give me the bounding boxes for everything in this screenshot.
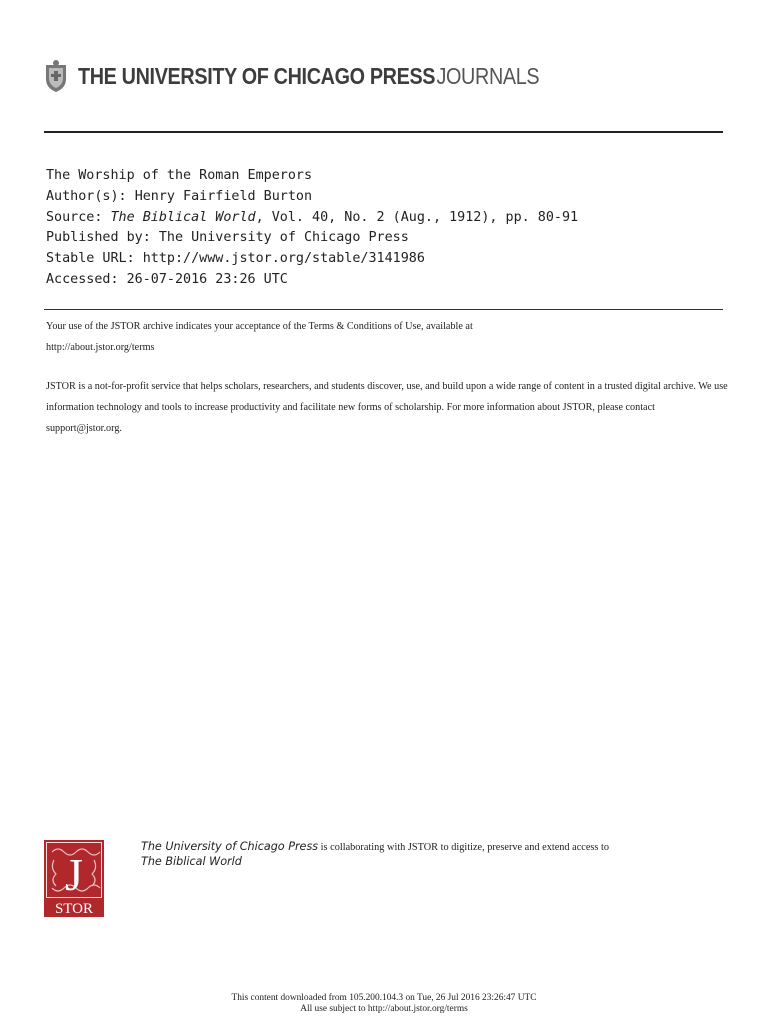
press-header <box>44 58 614 94</box>
header-divider <box>44 131 723 133</box>
article-accessed: Accessed: 26-07-2016 23:26 UTC <box>46 271 288 287</box>
metadata-divider <box>44 309 723 310</box>
footer-terms: All use subject to http://about.jstor.org/terms <box>300 1003 468 1014</box>
article-authors: Author(s): Henry Fairfield Burton <box>46 188 313 204</box>
jstor-logo <box>44 840 104 917</box>
article-title: The Worship of the Roman Emperors <box>46 168 313 183</box>
collaboration-notice <box>141 840 609 869</box>
press-title-main: THE UNIVERSITY OF CHICAGO PRESS <box>78 62 436 89</box>
collaboration-line <box>141 840 609 855</box>
terms-notice <box>46 316 730 358</box>
press-title <box>78 63 539 90</box>
article-stable-url: Stable URL: http://www.jstor.org/stable/3141986 <box>46 251 425 267</box>
jstor-logo-wordmark: STOR <box>54 901 94 917</box>
article-publisher: Published by: The University of Chicago Press <box>46 230 409 246</box>
article-source: Source: The Biblical World, Vol. 40, No. 2 (Aug., 1912), pp. 80-91 <box>46 209 579 225</box>
collab-text: is collaborating with JSTOR to digitize, preserve and extend access to <box>318 842 610 853</box>
university-seal-icon <box>44 59 68 93</box>
collab-press-name: The University of Chicago Press <box>141 840 319 853</box>
jstor-description: JSTOR is a not-for-profit service that helps scholars, researchers, and students discover, use, and build upon a wide range of content in a trusted digital archive. We use information technology and tools to increase productivity and facilitate new forms of scholarship. For more information about JSTOR, please contact support@jstor.org. <box>46 381 728 434</box>
article-metadata <box>46 166 578 291</box>
source-journal: The Biblical World <box>110 209 256 225</box>
collab-journal-name: The Biblical World <box>141 855 242 868</box>
jstor-logo-letter: J <box>65 849 83 900</box>
stable-url-link[interactable]: http://www.jstor.org/stable/3141986 <box>142 251 425 267</box>
terms-line: Your use of the JSTOR archive indicates your acceptance of the Terms & Conditions of Use, available at <box>46 321 473 332</box>
footer-download-info: This content downloaded from 105.200.104.3 on Tue, 26 Jul 2016 23:26:47 UTC <box>231 993 537 1003</box>
download-footer <box>0 993 768 1014</box>
press-title-journals: JOURNALS <box>436 62 540 89</box>
terms-link[interactable]: http://about.jstor.org/terms <box>46 342 155 353</box>
